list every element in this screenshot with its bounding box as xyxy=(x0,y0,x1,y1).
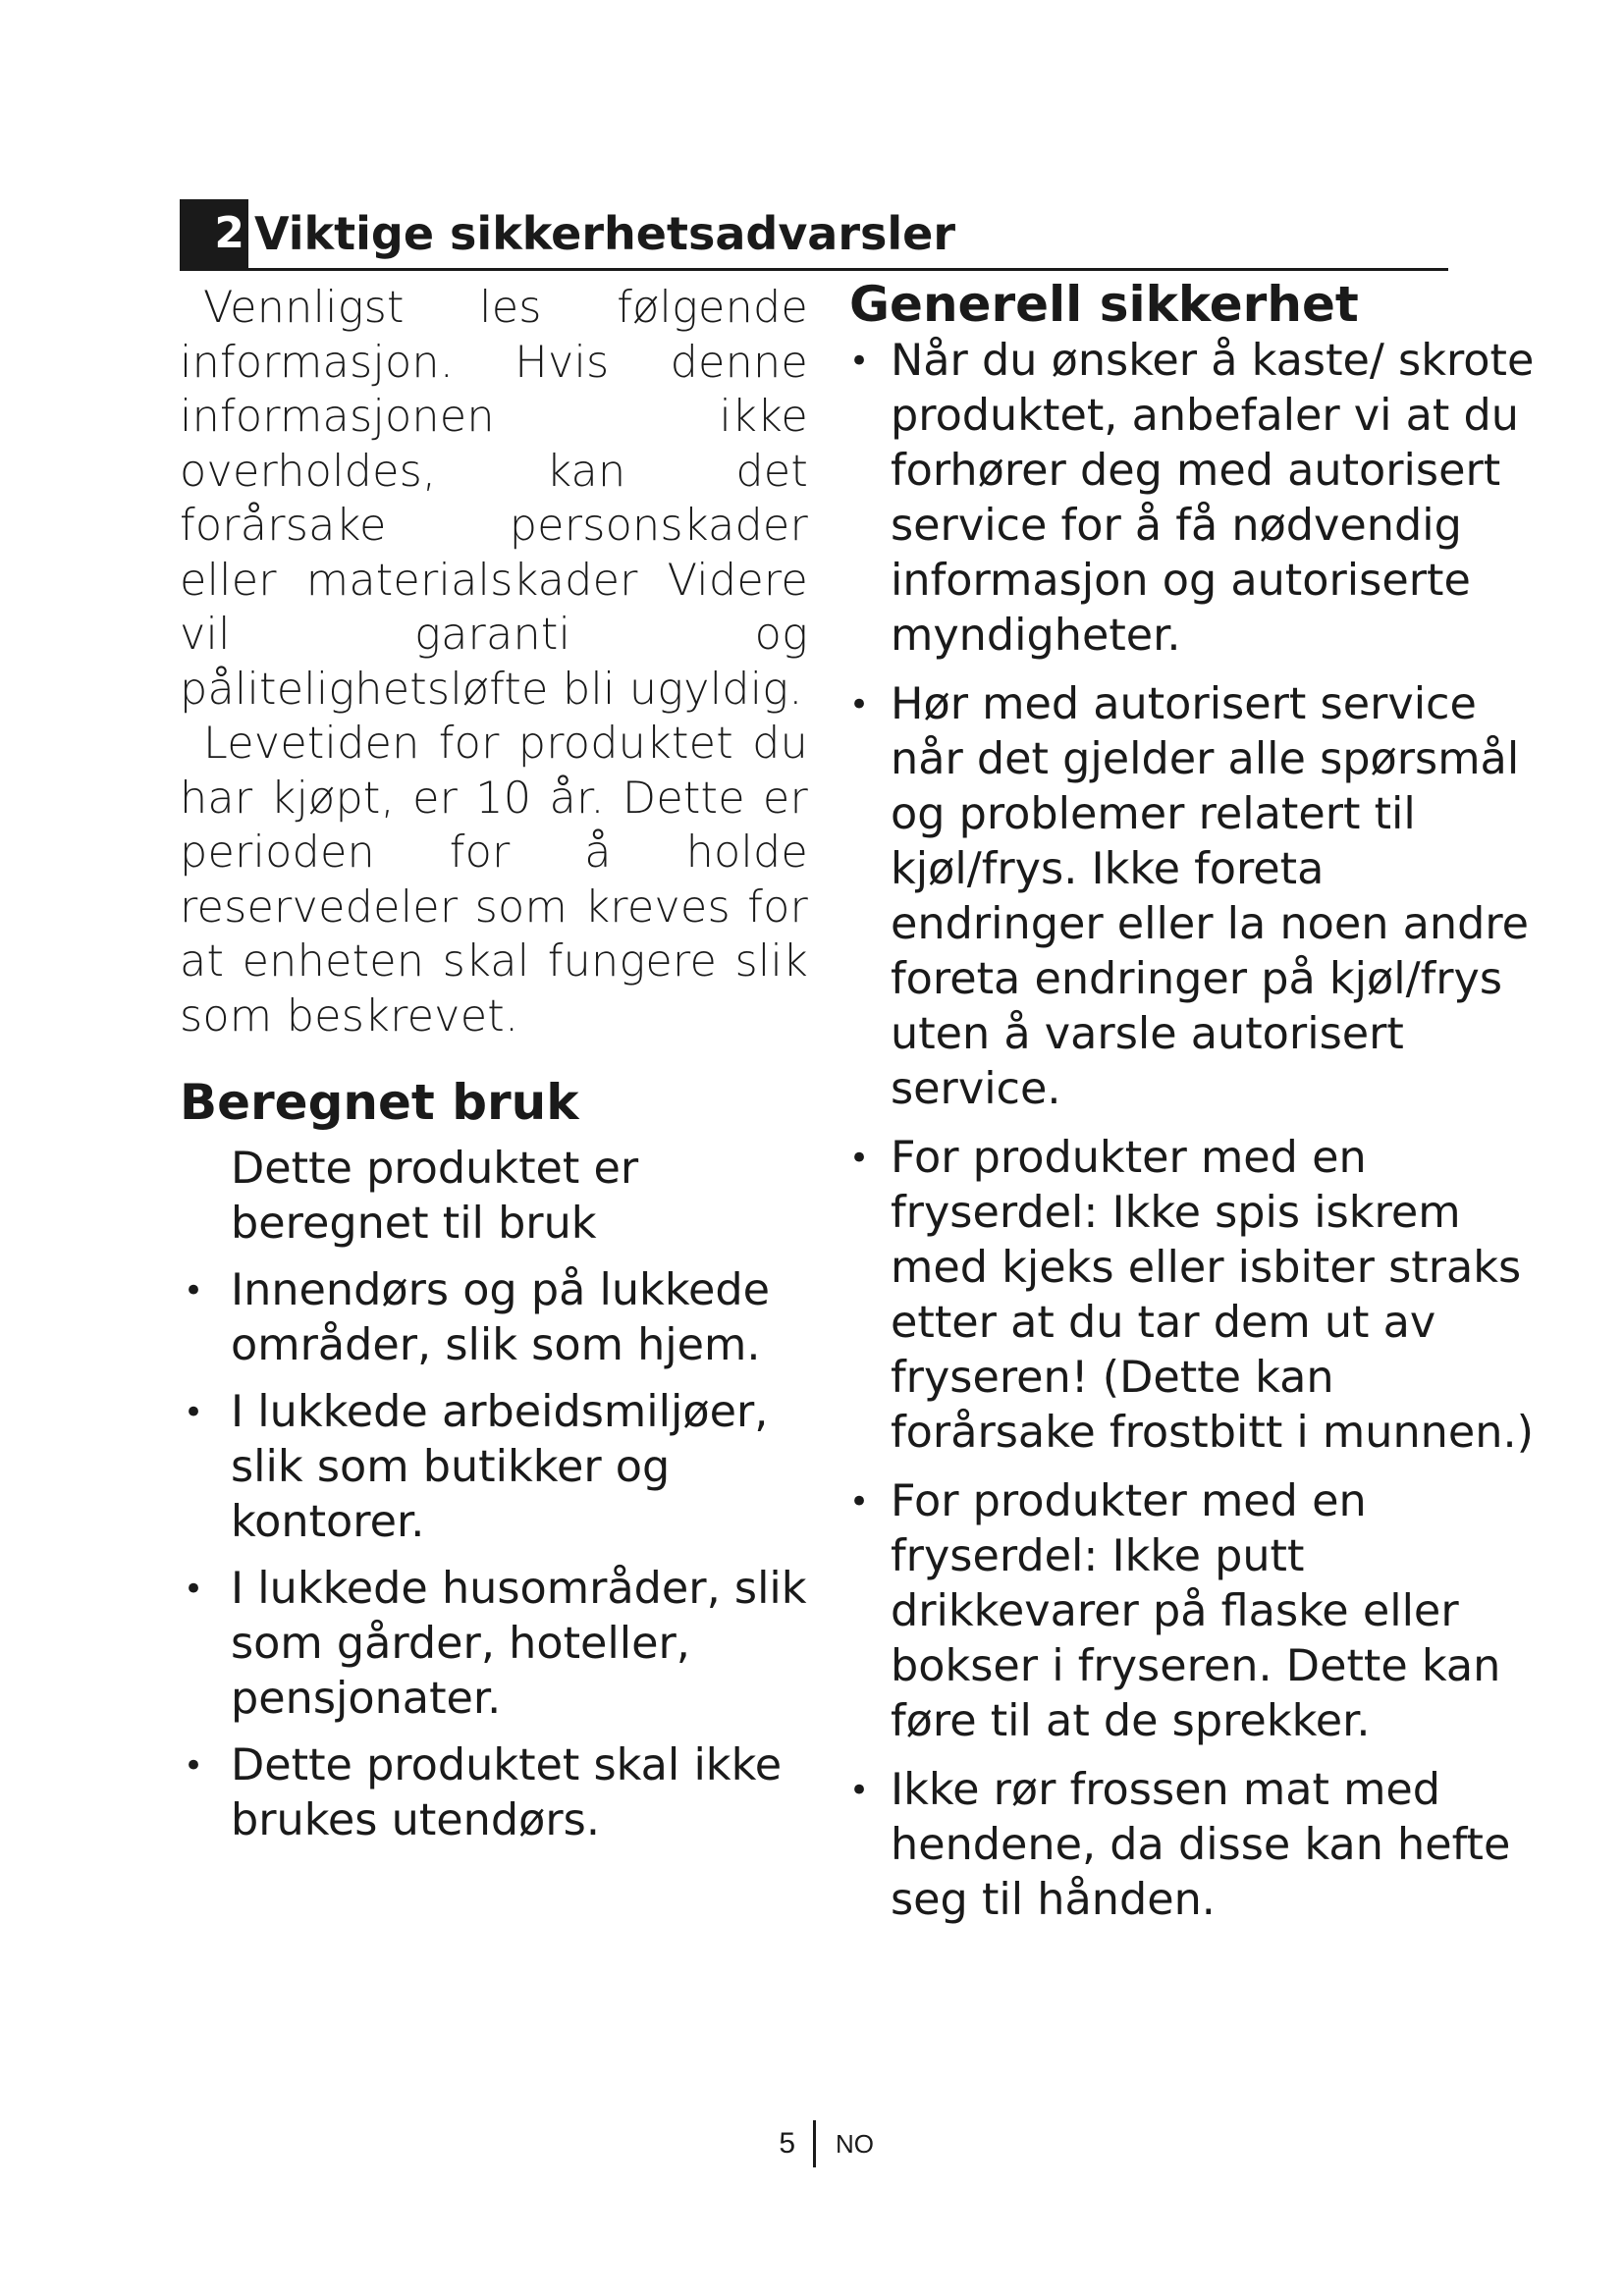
bullet-icon: • xyxy=(184,1570,204,1609)
list-item-text: For produkter med en fryserdel: Ikke spis iskrem med kjeks eller isbiter straks etter at du tar dem ut av fryseren! (Dette kan forårsake frostbitt i munnen.) xyxy=(891,1133,1534,1458)
section-header xyxy=(180,199,1448,271)
intro-paragraph-1: Vennligst les følgende informasjon. Hvis denne informasjonen ikke overholdes, kan det forårsake personskader eller materialskader Videre vil garanti og pålitelighetsløfte bli ugyldig. xyxy=(180,283,808,715)
list-item xyxy=(180,1738,808,1848)
right-column xyxy=(849,275,1537,1942)
page-number: 5 xyxy=(779,2127,795,2160)
list-item xyxy=(180,1263,808,1373)
list-item xyxy=(849,677,1537,1117)
general-safety-heading: Generell sikkerhet xyxy=(849,276,1359,333)
intended-use-heading: Beregnet bruk xyxy=(180,1074,579,1131)
bullet-icon: • xyxy=(849,685,870,724)
list-item-text: For produkter med en fryserdel: Ikke putt drikkevarer på flaske eller bokser i fryseren. Dette kan føre til at de sprekker. xyxy=(891,1476,1501,1746)
list-item xyxy=(849,1131,1537,1461)
bullet-icon: • xyxy=(849,1139,870,1178)
list-item-text: Ikke rør frossen mat med hendene, da disse kan hefte seg til hånden. xyxy=(891,1765,1511,1925)
list-item-text: I lukkede husområder, slik som gårder, hoteller, pensjonater. xyxy=(231,1564,807,1724)
list-item-text: Innendørs og på lukkede områder, slik som hjem. xyxy=(231,1265,771,1370)
page-footer xyxy=(766,2120,874,2167)
bullet-icon: • xyxy=(849,1482,870,1522)
list-item xyxy=(180,1562,808,1727)
list-item-text: Dette produktet skal ikke brukes utendørs. xyxy=(231,1740,783,1845)
language-code: NO xyxy=(836,2128,874,2159)
list-item xyxy=(849,1763,1537,1928)
bullet-icon: • xyxy=(184,1393,204,1432)
list-item xyxy=(180,1385,808,1550)
list-item-text: Hør med autorisert service når det gjelder alle spørsmål og problemer relatert til kjøl/frys. Ikke foreta endringer eller la noen andre foreta endringer på kjøl/frys uten å varsle autorisert service. xyxy=(891,679,1530,1114)
section-title: Viktige sikkerhetsadvarsler xyxy=(254,207,956,260)
bullet-icon: • xyxy=(849,1771,870,1810)
section-number-badge: 2 xyxy=(180,199,248,268)
intended-use-list xyxy=(180,1263,808,1848)
intro-paragraph-2: Levetiden for produktet du har kjøpt, er 10 år. Dette er perioden for å holde reservedeler som kreves for at enheten skal fungere slik som beskrevet. xyxy=(180,719,808,1041)
bullet-icon: • xyxy=(849,342,870,381)
bullet-icon: • xyxy=(184,1271,204,1310)
list-item xyxy=(849,1474,1537,1749)
left-column xyxy=(180,281,808,1848)
list-item-text: Når du ønsker å kaste/ skrote produktet, anbefaler vi at du forhører deg med autorisert service for å få nødvendig informasjon og autoriserte myndigheter. xyxy=(891,336,1535,661)
list-item xyxy=(849,334,1537,664)
intended-use-intro: Dette produktet er beregnet til bruk xyxy=(231,1144,639,1249)
footer-divider xyxy=(813,2120,816,2167)
list-item-text: I lukkede arbeidsmiljøer, slik som butikker og kontorer. xyxy=(231,1387,769,1547)
bullet-icon: • xyxy=(184,1746,204,1786)
general-safety-list xyxy=(849,334,1537,1928)
